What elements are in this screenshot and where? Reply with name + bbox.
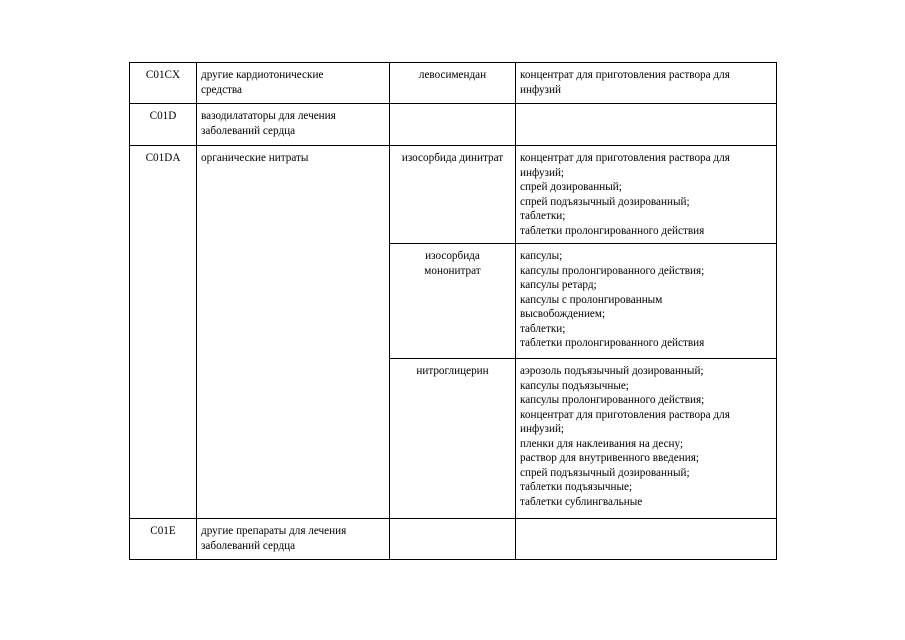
dosage-form: спрей дозированный;: [520, 181, 622, 193]
table-row: [130, 104, 777, 146]
dosage-form: концентрат для приготовления раствора для: [520, 408, 730, 421]
atc-code-cell: [130, 519, 197, 560]
dosage-form: таблетки подъязычные;: [520, 481, 633, 493]
substance-name: левосимендан: [418, 69, 487, 81]
atc-code: C01D: [149, 110, 177, 122]
dosage-form: капсулы подъязычные;: [520, 379, 629, 392]
substance-cell: [390, 104, 516, 146]
dosage-form: концентрат для приготовления раствора для: [520, 69, 730, 81]
dosage-form: спрей подъязычный дозированный;: [520, 195, 690, 208]
table-row: [130, 63, 777, 104]
group-name-cell: [197, 63, 390, 104]
dosage-form: капсулы пролонгированного действия;: [520, 394, 705, 406]
dosage-form: концентрат для приготовления раствора для: [520, 152, 730, 164]
substance-name: мононитрат: [424, 264, 481, 277]
dosage-form: инфузий;: [520, 423, 565, 435]
substance-cell: [390, 359, 516, 519]
dosage-form: таблетки пролонгированного действия: [520, 337, 705, 349]
group-name-line: вазодилататоры для лечения: [201, 110, 336, 122]
group-name-line: другие кардиотонические: [201, 69, 324, 81]
atc-code-cell: [130, 146, 197, 519]
group-name-line: средства: [201, 83, 243, 96]
group-name-cell: [197, 146, 390, 519]
substance-name: нитроглицерин: [416, 365, 489, 377]
dosage-forms-cell: [516, 519, 777, 560]
dosage-form: таблетки пролонгированного действия: [520, 224, 705, 237]
dosage-form: капсулы;: [520, 250, 563, 262]
atc-code: C01CX: [145, 69, 181, 81]
table-row: [130, 519, 777, 560]
atc-code-cell: [130, 63, 197, 104]
group-name-cell: [197, 519, 390, 560]
dosage-form: капсулы ретард;: [520, 279, 597, 291]
group-name-cell: [197, 104, 390, 146]
dosage-forms-cell: [516, 244, 777, 359]
substance-cell: [390, 146, 516, 244]
group-name-line: другие препараты для лечения: [201, 525, 347, 537]
group-name-line: органические нитраты: [201, 152, 309, 164]
dosage-form: таблетки;: [520, 210, 566, 222]
dosage-form: таблетки сублингвальные: [520, 495, 643, 508]
drug-classification-table: [129, 62, 777, 560]
atc-code: C01DA: [145, 152, 181, 164]
dosage-form: инфузий: [520, 83, 561, 96]
dosage-form: капсулы пролонгированного действия;: [520, 264, 705, 277]
dosage-forms-cell: [516, 146, 777, 244]
substance-cell: [390, 519, 516, 560]
substance-name: изосорбида: [425, 250, 480, 262]
dosage-form: инфузий;: [520, 166, 565, 179]
atc-code-cell: [130, 104, 197, 146]
dosage-form: высвобождением;: [520, 308, 606, 320]
dosage-form: капсулы с пролонгированным: [520, 293, 663, 306]
dosage-forms-cell: [516, 104, 777, 146]
dosage-form: раствор для внутривенного введения;: [520, 452, 699, 464]
group-name-line: заболеваний сердца: [201, 539, 296, 552]
group-name-line: заболеваний сердца: [201, 124, 296, 137]
dosage-forms-cell: [516, 359, 777, 519]
substance-name: изосорбида динитрат: [401, 152, 504, 164]
dosage-form: аэрозоль подъязычный дозированный;: [520, 365, 704, 377]
atc-code: C01E: [150, 525, 176, 537]
dosage-form: спрей подъязычный дозированный;: [520, 466, 690, 479]
dosage-form: таблетки;: [520, 322, 566, 335]
substance-cell: [390, 63, 516, 104]
dosage-forms-cell: [516, 63, 777, 104]
dosage-form: пленки для наклеивания на десну;: [520, 437, 684, 450]
substance-cell: [390, 244, 516, 359]
table-row: [130, 146, 777, 244]
